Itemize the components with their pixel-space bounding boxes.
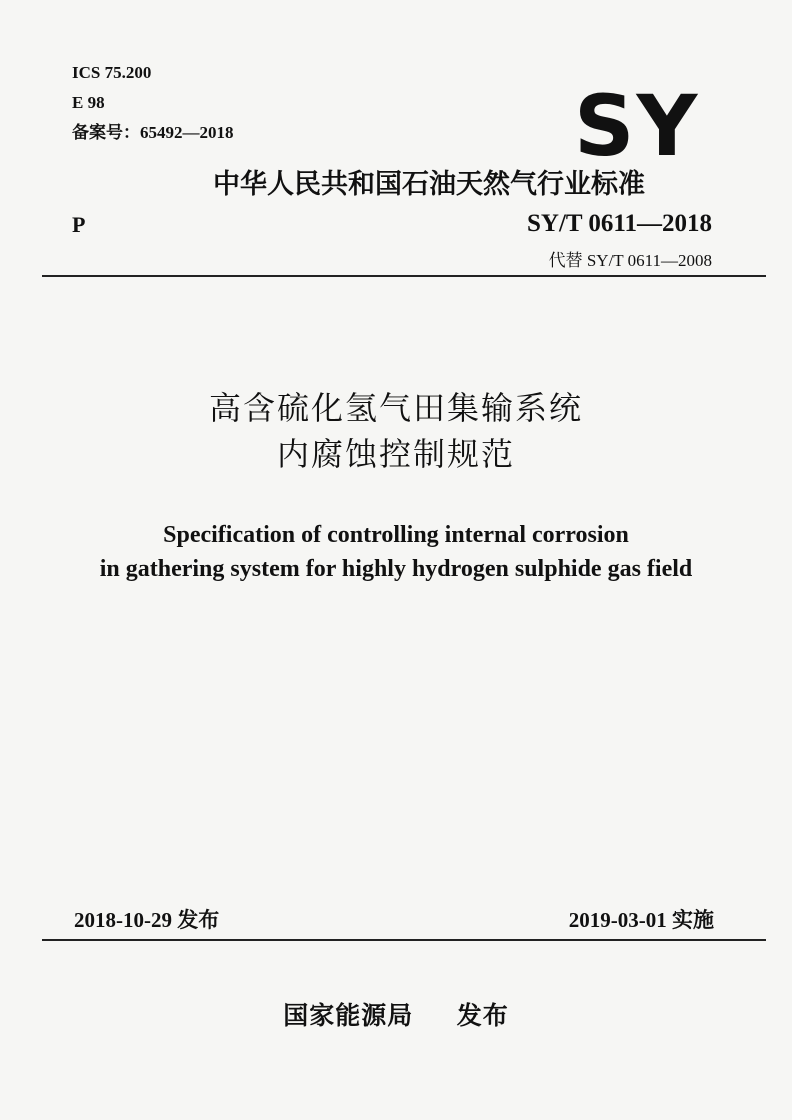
issue-date	[74, 904, 219, 934]
title-en-line2: in gathering system for highly hydrogen sulphide gas field	[99, 556, 693, 582]
ics-code: ICS 75.200	[72, 63, 152, 82]
standard-number: SY/T 0611—2018	[527, 210, 712, 237]
filing-number: 备案号：65492—2018	[72, 123, 234, 142]
category-letter: P	[72, 212, 86, 237]
effective-date-value: 2019-03-01	[568, 908, 667, 932]
top-divider	[42, 275, 766, 277]
bottom-divider	[42, 939, 766, 941]
issue-label: 发布	[177, 908, 220, 932]
publisher: 国家能源局 发布	[283, 1001, 509, 1030]
effective-label: 实施	[672, 908, 714, 932]
title-zh-line2: 内腐蚀控制规范	[276, 435, 515, 473]
title-zh-line1: 高含硫化氢气田集输系统	[208, 389, 583, 427]
issue-date-value: 2018-10-29	[74, 908, 172, 932]
replaces-standard: 代替 SY/T 0611—2008	[548, 251, 712, 270]
ccs-code: E 98	[72, 93, 105, 112]
title-en-line1: Specification of controlling internal corrosion	[163, 522, 629, 548]
industry-standard-title: 中华人民共和国石油天然气行业标准	[213, 169, 645, 200]
effective-date	[569, 904, 714, 934]
sy-logo: SY	[574, 77, 700, 175]
